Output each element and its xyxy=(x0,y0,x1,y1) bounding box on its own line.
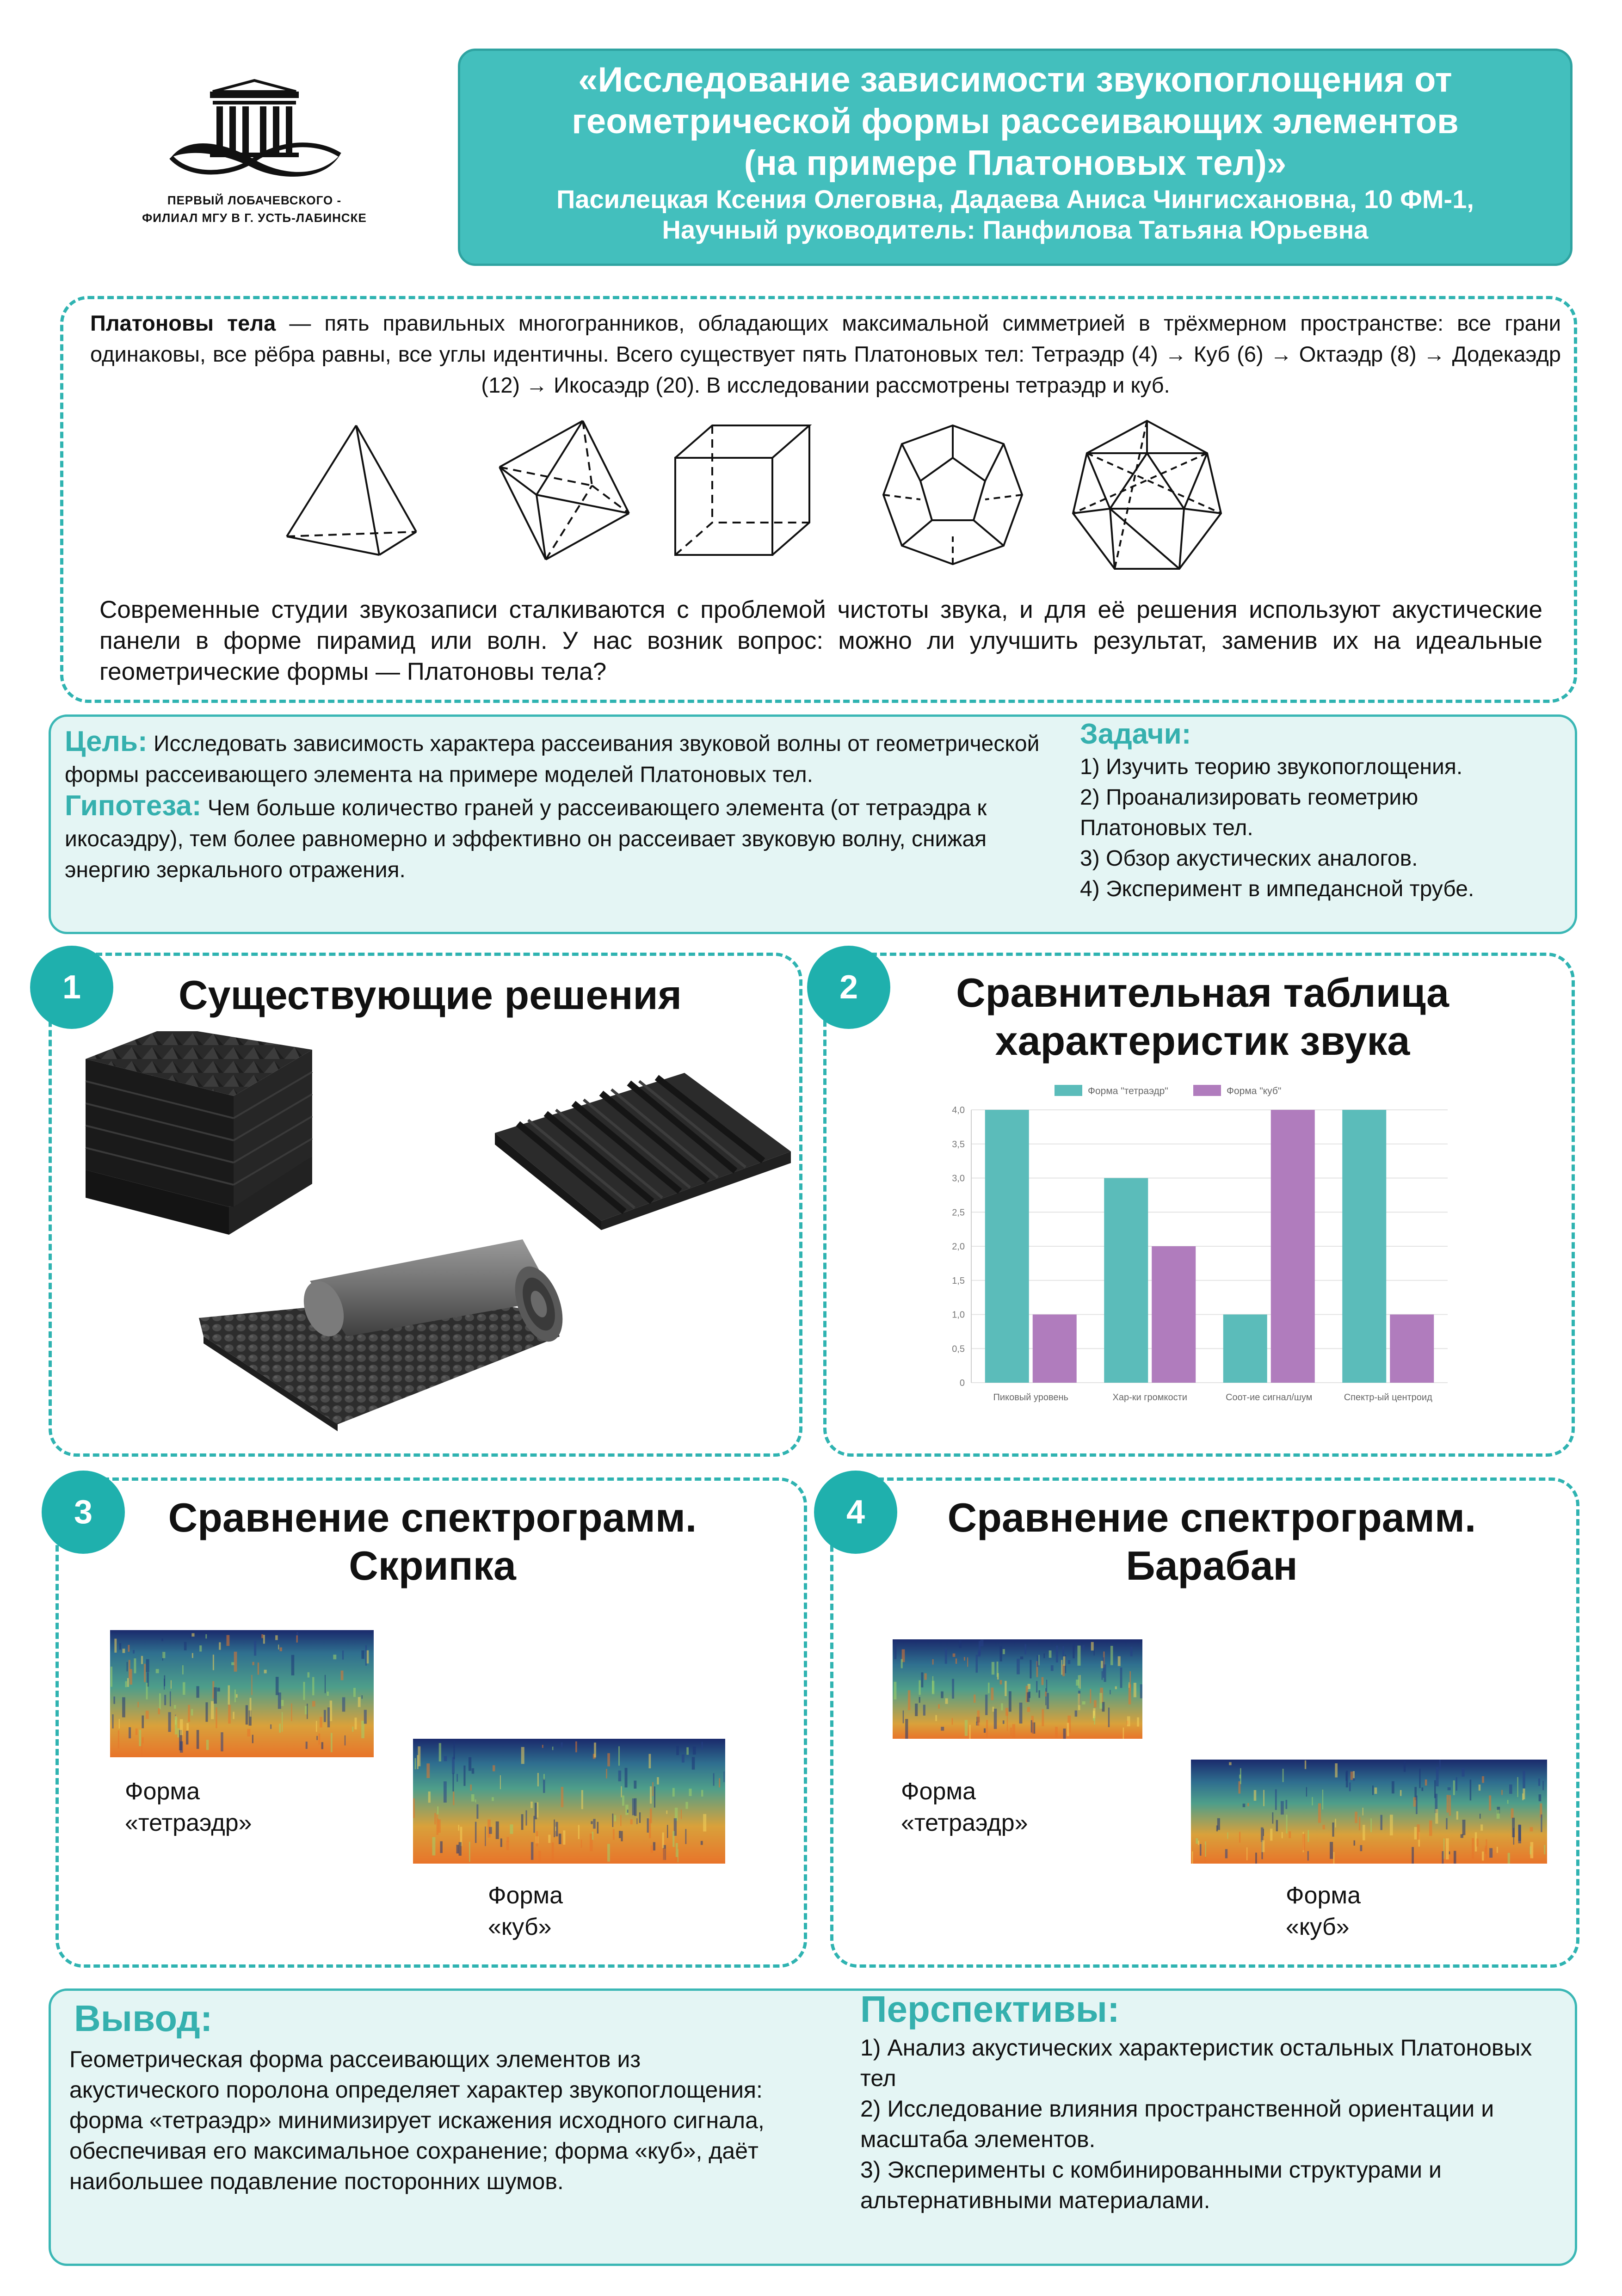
spectrogram-graphic xyxy=(1191,1760,1547,1864)
chart-bar xyxy=(985,1110,1029,1383)
foam-wedge-panel-image xyxy=(486,1064,800,1230)
spectrogram-graphic xyxy=(893,1639,1142,1739)
goal-label: Цель: xyxy=(65,726,148,757)
chart-x-tick-label: Пиковый уровень xyxy=(993,1392,1068,1403)
chart-bar xyxy=(1033,1315,1077,1383)
hypothesis-label: Гипотеза: xyxy=(65,790,202,822)
caption-line: Форма xyxy=(488,1882,563,1909)
chart-y-tick-label: 1,0 xyxy=(952,1310,965,1320)
chart-x-tick-label: Соот-ие сигнал/шум xyxy=(1226,1392,1313,1403)
task-item: 3) Обзор акустических аналогов. xyxy=(1080,846,1418,871)
icosahedron-icon xyxy=(1073,421,1221,569)
section-4-title-line2: Барабан xyxy=(1126,1543,1298,1588)
caption-violin-cube xyxy=(488,1880,673,1943)
chart-legend-swatch xyxy=(1193,1085,1221,1096)
dodecahedron-icon xyxy=(883,425,1022,564)
section-3-title-line2: Скрипка xyxy=(349,1543,516,1588)
foam-stack-image xyxy=(81,1031,321,1244)
hypothesis-text: Чем больше количество граней у рассеивающего элемента (от тетраэдра к икосаэдру), тем более равномерно и эффективно он рассеивает звуковую волну, снижая энергию зеркального отражения. xyxy=(65,796,987,882)
chart-bar xyxy=(1342,1110,1386,1383)
caption-violin-tetrahedron xyxy=(125,1776,310,1839)
task-item: 1) Изучить теорию звукопоглощения. xyxy=(1080,755,1463,779)
perspective-item: 1) Анализ акустических характеристик остальных Платоновых тел xyxy=(860,2035,1532,2091)
chart-legend-label: Форма "тетраэдр" xyxy=(1088,1086,1168,1096)
section-3-title xyxy=(106,1494,759,1590)
title-line-2: геометрической формы рассеивающих элементов xyxy=(572,102,1459,141)
chart-y-tick-label: 0 xyxy=(959,1378,965,1388)
intro-definition-text: — пять правильных многогранников, обладающих максимальной симметрией в трёхмерном пространстве: все грани одинаковы, все рёбра равны, все углы идентичны. Всего существует пять Платоновых тел: Тетраэдр (4) → Куб (6) → Октаэдр (8) → Додекаэдр (12) → Икосаэдр (20). В исследовании рассмотрены тетраэдр и куб. xyxy=(90,311,1561,397)
spectrogram-drum-tetrahedron xyxy=(893,1639,1142,1739)
chart-legend xyxy=(1055,1085,1281,1096)
spectrogram-drum-cube xyxy=(1191,1760,1547,1864)
conclusion-heading: Вывод: xyxy=(74,1998,213,2039)
section-4-title-line1: Сравнение спектрограмм. xyxy=(947,1495,1476,1540)
sound-characteristics-chart xyxy=(930,1077,1462,1420)
caption-line: «куб» xyxy=(1286,1914,1350,1940)
section-2-title-line1: Сравнительная таблица xyxy=(956,970,1449,1016)
caption-line: Форма xyxy=(901,1778,976,1805)
supervisor: Научный руководитель: Панфилова Татьяна Юрьевна xyxy=(662,215,1369,244)
section-4-title xyxy=(888,1494,1536,1590)
chart-bar xyxy=(1152,1246,1196,1383)
chart-legend-label: Форма "куб" xyxy=(1227,1086,1282,1096)
spectrogram-graphic xyxy=(413,1739,725,1864)
tasks-block xyxy=(1080,717,1570,905)
perspective-item: 2) Исследование влияния пространственной ориентации и масштаба элементов. xyxy=(860,2096,1494,2152)
building-logo-icon xyxy=(162,79,347,190)
bar-chart-svg xyxy=(930,1077,1462,1420)
section-2-title xyxy=(879,969,1526,1065)
chart-y-tick-label: 3,5 xyxy=(952,1139,965,1150)
intro-definition xyxy=(90,308,1561,400)
chart-bar xyxy=(1223,1315,1267,1383)
caption-drum-cube xyxy=(1286,1880,1471,1943)
spectrogram-violin-tetrahedron xyxy=(110,1630,374,1757)
caption-line: Форма xyxy=(125,1778,200,1805)
chart-x-tick-label: Хар-ки громкости xyxy=(1112,1392,1187,1403)
task-item: 4) Эксперимент в импедансной трубе. xyxy=(1080,877,1474,901)
logo-text-line1: ПЕРВЫЙ ЛОБАЧЕВСКОГО - xyxy=(167,193,342,207)
chart-y-tick-labels xyxy=(952,1105,965,1388)
task-item: 2) Проанализировать геометрию xyxy=(1080,785,1418,810)
chart-legend-swatch xyxy=(1055,1085,1082,1096)
spectrogram-violin-cube xyxy=(413,1739,725,1864)
goal-hypothesis xyxy=(65,726,1073,886)
intro-motivation: Современные студии звукозаписи сталкиваются с проблемой чистоты звука, и для её решения используют акустические панели в форме пирамид или волн. У нас возник вопрос: можно ли улучшить результат, заменив их на идеальные геометрические формы — Платоновы тела? xyxy=(99,596,1542,685)
cube-icon xyxy=(675,425,809,555)
section-3-title-line1: Сравнение спектрограмм. xyxy=(168,1495,697,1540)
section-3-number-badge: 3 xyxy=(42,1471,125,1554)
title-line-3: (на примере Платоновых тел)» xyxy=(744,143,1287,183)
title-banner xyxy=(458,49,1573,266)
intro-term: Платоновы тела xyxy=(90,311,276,335)
perspective-item: 3) Эксперименты с комбинированными структурами и альтернативными материалами. xyxy=(860,2157,1442,2213)
tetrahedron-icon xyxy=(287,425,416,555)
chart-bar xyxy=(1104,1178,1148,1383)
caption-line: «тетраэдр» xyxy=(125,1810,252,1836)
chart-y-tick-label: 1,5 xyxy=(952,1275,965,1286)
spectrogram-graphic xyxy=(110,1630,374,1757)
foam-roll-image xyxy=(199,1221,578,1434)
section-1-title: Существующие решения xyxy=(179,972,682,1018)
chart-y-tick-label: 0,5 xyxy=(952,1344,965,1354)
logo-text-line2: ФИЛИАЛ МГУ В Г. УСТЬ-ЛАБИНСКЕ xyxy=(142,211,367,225)
caption-line: Форма xyxy=(1286,1882,1361,1909)
octahedron-icon xyxy=(500,421,629,560)
conclusion-text: Геометрическая форма рассеивающих элементов из акустического поролона определяет характер звукопоглощения: форма «тетраэдр» минимизирует искажения исходного сигнала, обеспечивая его максимальное сохранение; форма «куб», даёт наибольшее подавление посторонних шумов. xyxy=(69,2046,765,2194)
section-4-number-badge: 4 xyxy=(814,1471,897,1554)
chart-x-tick-labels xyxy=(993,1392,1433,1403)
chart-bar xyxy=(1390,1315,1434,1383)
section-1-number-badge: 1 xyxy=(30,946,113,1029)
goal-text: Исследовать зависимость характера рассеивания звуковой волны от геометрической формы рассеивающего элемента на примере моделей Платоновых тел. xyxy=(65,732,1040,787)
perspectives-heading: Перспективы: xyxy=(860,1988,1120,2030)
tasks-label: Задачи: xyxy=(1080,718,1191,750)
perspectives-list xyxy=(860,2032,1545,2216)
task-item: Платоновых тел. xyxy=(1080,816,1253,840)
caption-line: «куб» xyxy=(488,1914,552,1940)
section-2-number-badge: 2 xyxy=(807,946,890,1029)
chart-bar xyxy=(1271,1110,1315,1383)
university-logo xyxy=(88,79,421,240)
chart-y-tick-label: 2,0 xyxy=(952,1242,965,1252)
caption-line: «тетраэдр» xyxy=(901,1810,1028,1836)
chart-y-tick-label: 3,0 xyxy=(952,1173,965,1184)
section-2-title-line2: характеристик звука xyxy=(995,1018,1410,1064)
chart-x-tick-label: Спектр-ый центроид xyxy=(1344,1392,1432,1403)
platonic-solids-illustration xyxy=(278,416,1341,583)
chart-y-tick-label: 4,0 xyxy=(952,1105,965,1115)
title-line-1: «Исследование зависимости звукопоглощения от xyxy=(578,60,1452,99)
chart-y-tick-label: 2,5 xyxy=(952,1207,965,1218)
authors: Пасилецкая Ксения Олеговна, Дадаева Аниса Чингисхановна, 10 ФМ-1, xyxy=(556,185,1474,214)
caption-drum-tetrahedron xyxy=(901,1776,1086,1839)
